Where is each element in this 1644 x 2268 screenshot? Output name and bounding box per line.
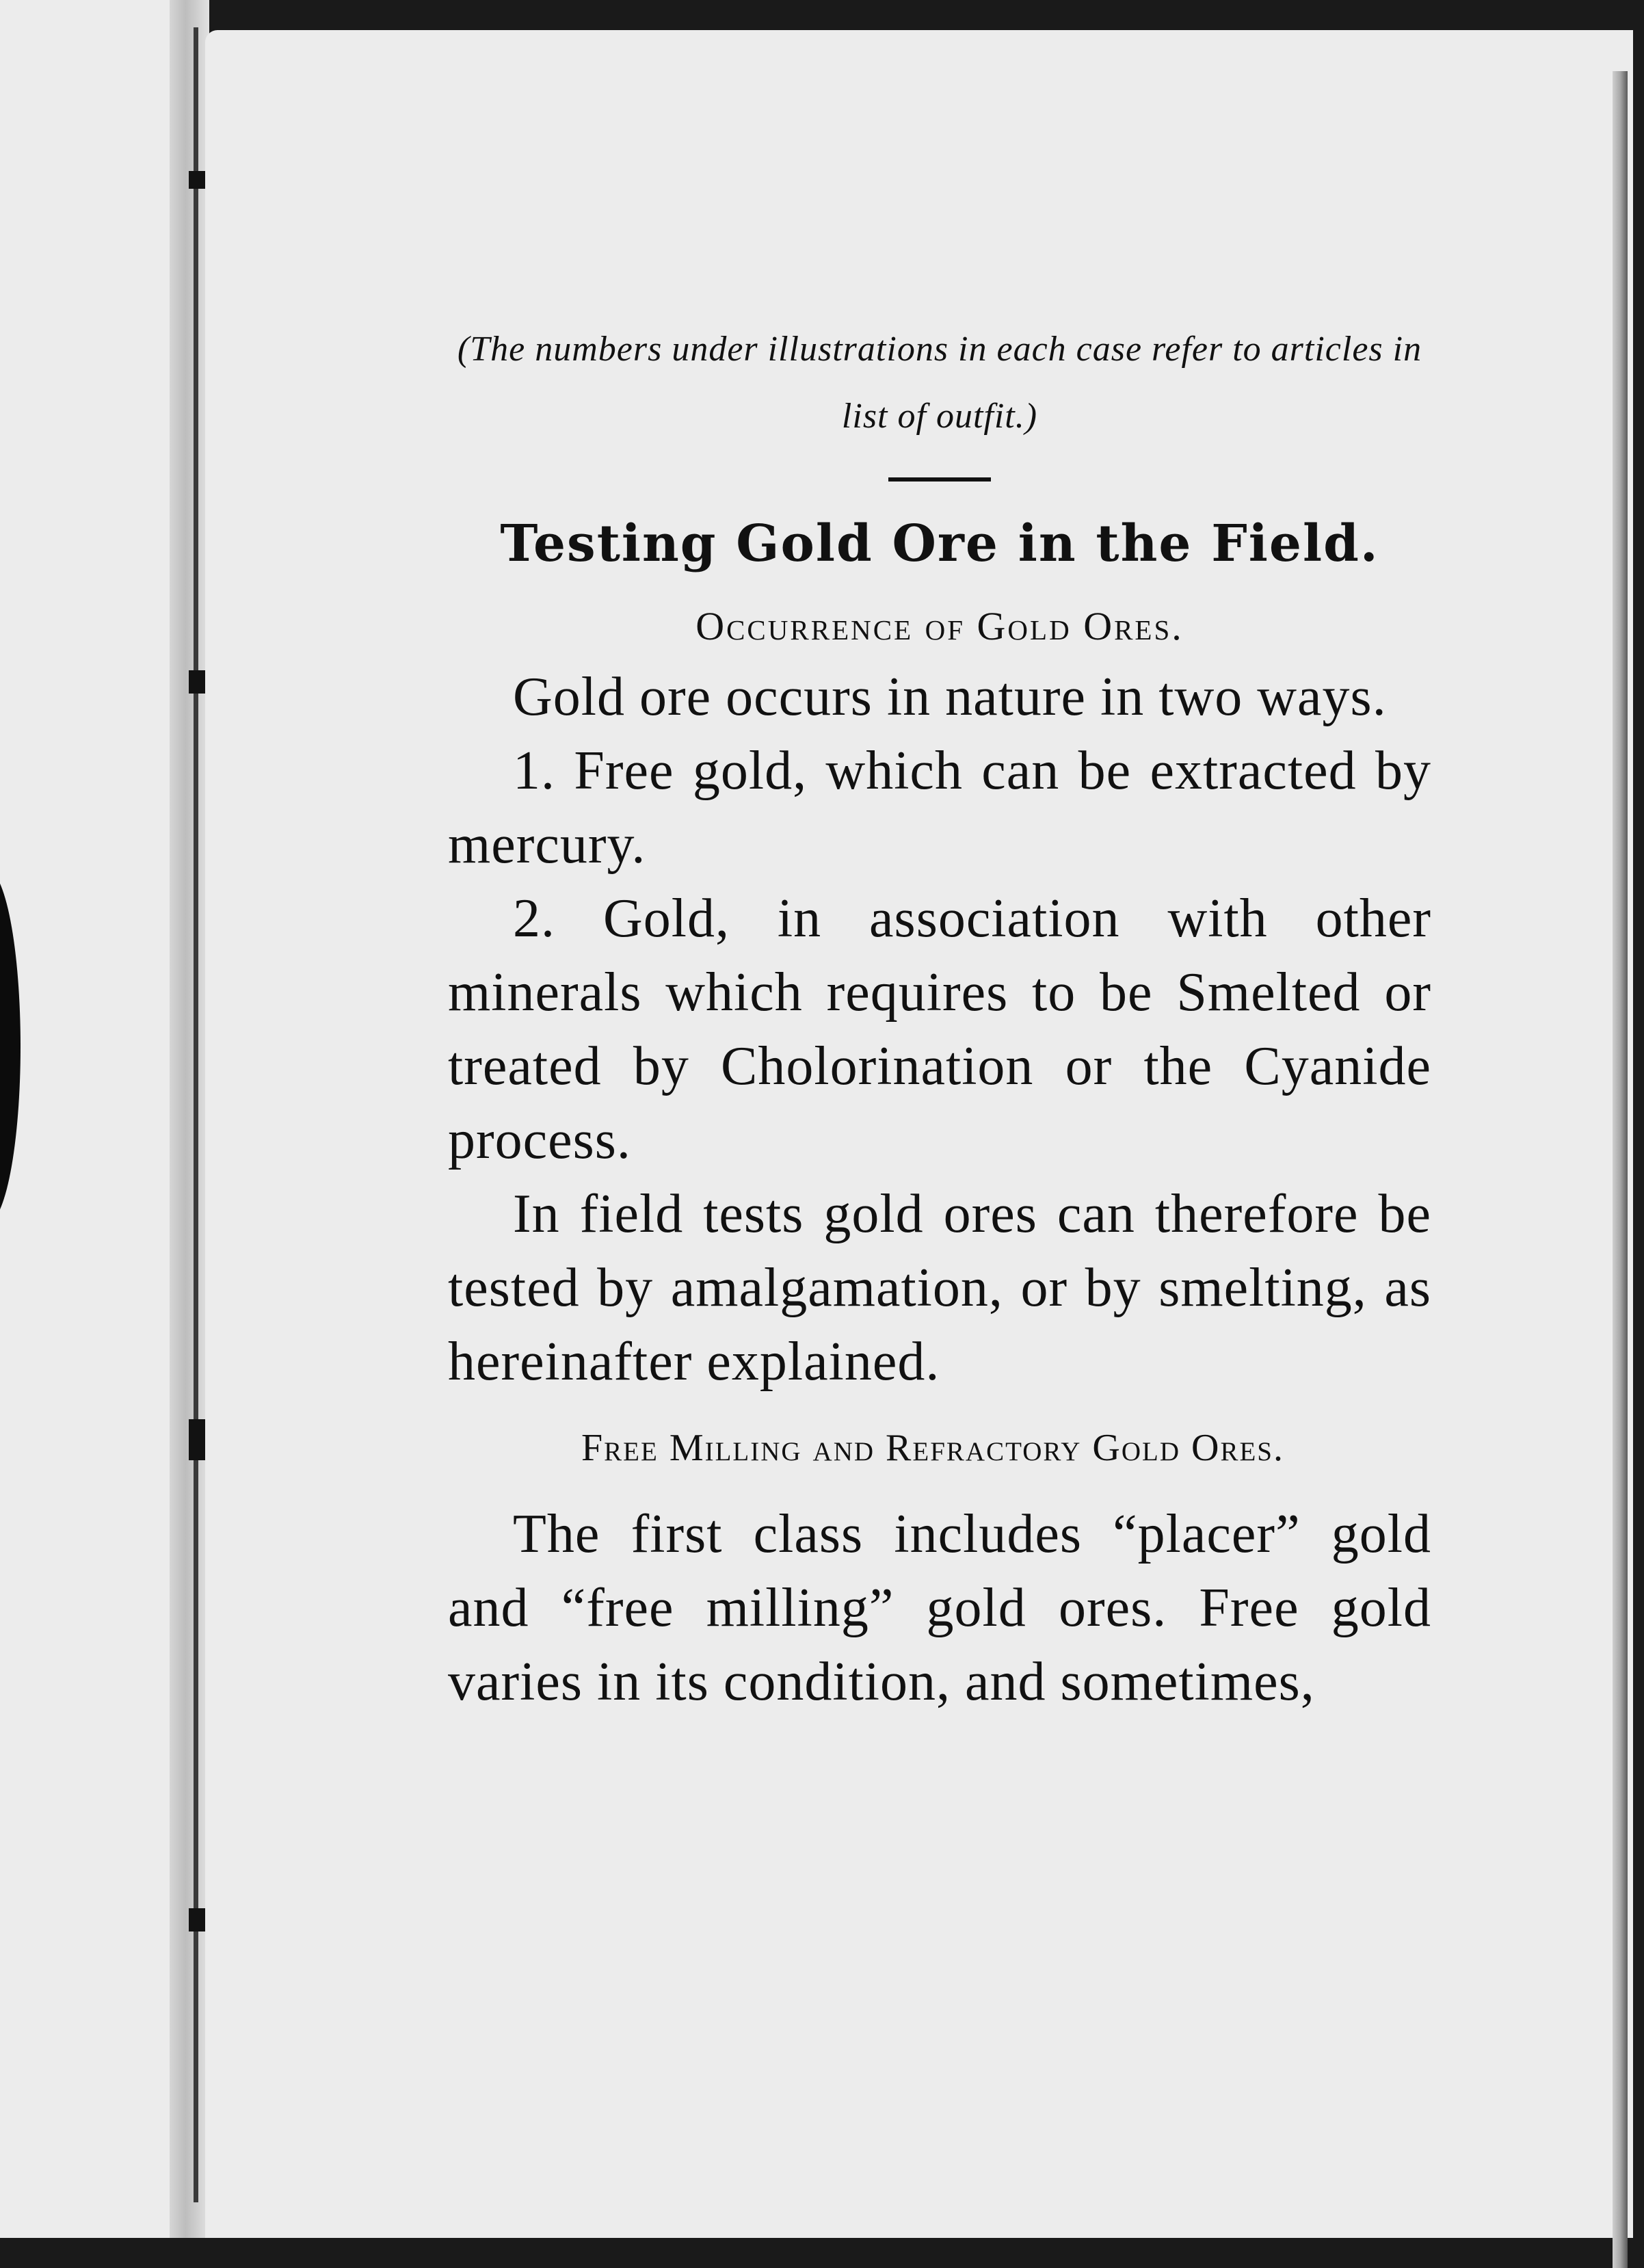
paragraph: 2. Gold, in association with other minerals which requires to be Smelted or treated by Cholorination or the Cyanide process. <box>448 888 1431 1170</box>
illustration-note: (The numbers under illustrations in each case refer to articles in list of outfit.) <box>457 330 1422 436</box>
page-text <box>448 316 1431 1719</box>
paragraph: In field tests gold ores can therefore be tested by amalgamation, or by smelting, as hereinafter explained. <box>448 1184 1431 1392</box>
page-edge <box>1613 71 1628 2268</box>
section-heading: Occurrence of Gold Ores. <box>695 604 1184 648</box>
binding-stitch <box>189 670 205 694</box>
section-heading: Free Milling and Refractory Gold Ores. <box>581 1427 1284 1469</box>
book-gutter <box>170 0 209 2238</box>
facing-page-shadow <box>0 869 21 1224</box>
binding-line <box>194 27 198 2202</box>
paragraph: 1. Free gold, which can be extracted by mercury. <box>448 741 1431 875</box>
title-rule <box>888 477 991 482</box>
paragraph: The first class includes “placer” gold and “free milling” gold ores. Free gold varies in its condition, and sometimes, <box>448 1504 1431 1712</box>
page-title: Testing Gold Ore in the Field. <box>500 514 1379 573</box>
facing-page <box>0 0 185 2238</box>
binding-stitch <box>189 1419 205 1460</box>
binding-stitch <box>189 1908 205 1931</box>
paragraph: Gold ore occurs in nature in two ways. <box>513 667 1387 727</box>
binding-stitch <box>189 171 205 189</box>
